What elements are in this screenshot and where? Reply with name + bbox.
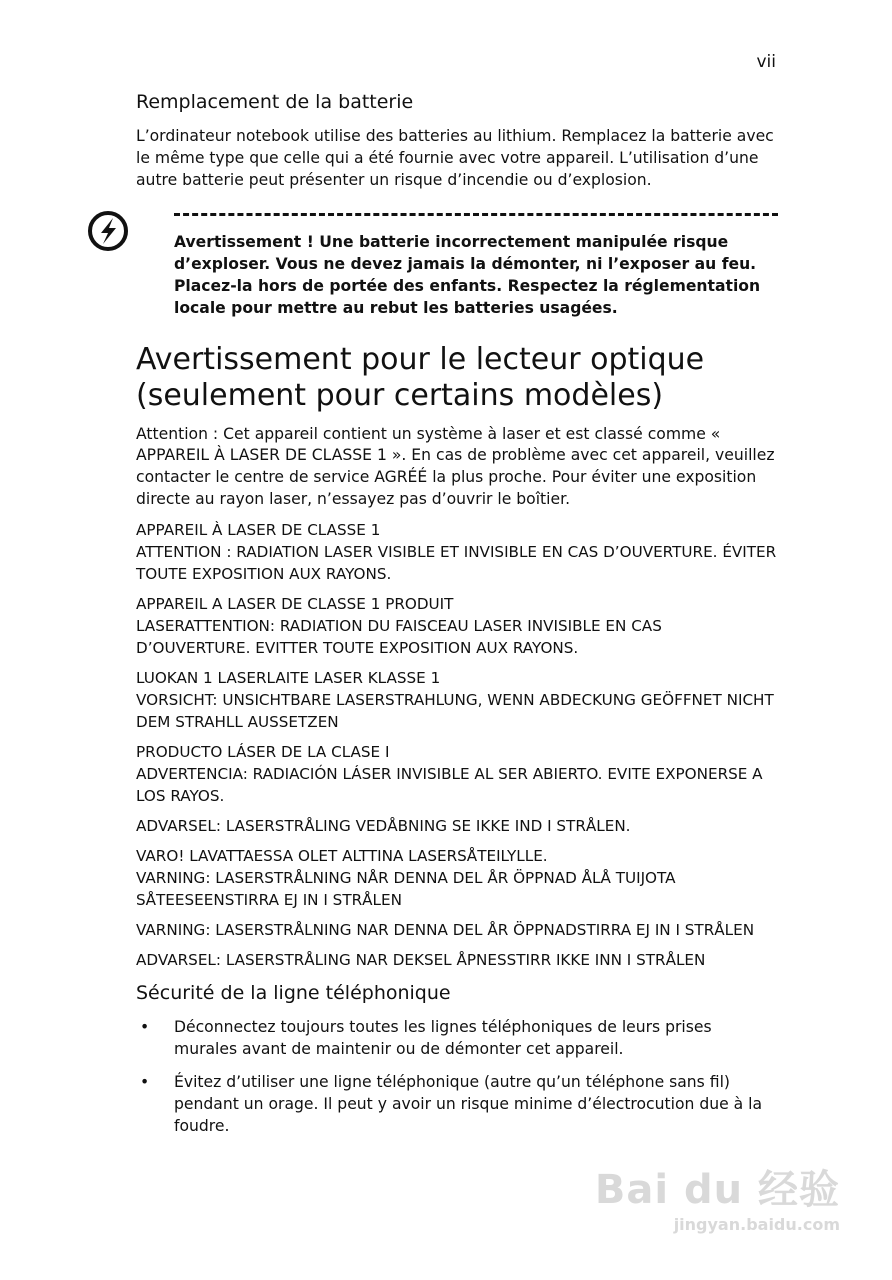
- laser-notice-line: ATTENTION : RADIATION LASER VISIBLE ET INVISIBLE EN CAS D’OUVERTURE. ÉVITER TOUTE EXPOSITION AUX RAYONS.: [136, 542, 777, 583]
- laser-notice-line: LUOKAN 1 LASERLAITE LASER KLASSE 1: [136, 668, 441, 687]
- laser-notice-line: APPAREIL À LASER DE CLASSE 1: [136, 520, 381, 539]
- laser-notices: [136, 519, 778, 971]
- laser-notice-line: ADVARSEL: LASERSTRÅLING VEDÅBNING SE IKKE IND I STRÅLEN.: [136, 816, 631, 835]
- laser-notice-line: VARNING: LASERSTRÅLNING NÅR DENNA DEL ÅR ÖPPNAD ÅLÅ TUIJOTA SÅTEESEENSTIRRA EJ IN I STRÅLEN: [136, 868, 676, 909]
- battery-warning-box: [174, 213, 778, 319]
- battery-warning-text: Avertissement ! Une batterie incorrectement manipulée risque d’exploser. Vous ne devez jamais la démonter, ni l’exposer au feu. Placez-la hors de portée des enfants. Respectez la réglementation locale pour mettre au rebut les batteries usagées.: [174, 233, 761, 317]
- watermark-url: jingyan.baidu.com: [673, 1215, 840, 1234]
- battery-section-body: L’ordinateur notebook utilise des batteries au lithium. Remplacez la batterie avec le même type que celle qui a été fournie avec votre appareil. L’utilisation d’une autre batterie peut présenter un risque d’incendie ou d’explosion.: [136, 127, 774, 189]
- phone-section-title: Sécurité de la ligne téléphonique: [136, 981, 451, 1004]
- laser-notice-line: LASERATTENTION: RADIATION DU FAISCEAU LASER INVISIBLE EN CAS D’OUVERTURE. EVITTER TOUTE EXPOSITION AUX RAYONS.: [136, 616, 662, 657]
- list-item: [136, 1072, 778, 1137]
- list-item-text: Déconnectez toujours toutes les lignes téléphoniques de leurs prises murales avant de maintenir ou de démonter cet appareil.: [174, 1017, 712, 1058]
- laser-notice-line: ADVERTENCIA: RADIACIÓN LÁSER INVISIBLE AL SER ABIERTO. EVITE EXPONERSE A LOS RAYOS.: [136, 764, 763, 805]
- laser-notice: [136, 919, 778, 941]
- optical-title-line1: Avertissement pour le lecteur optique: [136, 341, 705, 377]
- laser-notice-line: VARNING: LASERSTRÅLNING NAR DENNA DEL ÅR ÖPPNADSTIRRA EJ IN I STRÅLEN: [136, 920, 755, 939]
- page-content: [136, 88, 778, 1150]
- laser-notice: [136, 667, 778, 733]
- optical-section-title: [136, 342, 778, 414]
- watermark-logo: Bai du 经验: [594, 1167, 840, 1213]
- optical-title-line2: (seulement pour certains modèles): [136, 377, 664, 413]
- laser-notice: [136, 519, 778, 585]
- laser-notice-line: VARO! LAVATTAESSA OLET ALTTINA LASERSÅTEILYLLE.: [136, 846, 548, 865]
- laser-notice: [136, 949, 778, 971]
- laser-notice: [136, 593, 778, 659]
- laser-notice-line: ADVARSEL: LASERSTRÅLING NAR DEKSEL ÅPNESSTIRR IKKE INN I STRÅLEN: [136, 950, 706, 969]
- list-item: [136, 1017, 778, 1061]
- laser-notice: [136, 741, 778, 807]
- baidu-watermark: [595, 1158, 840, 1234]
- bullet-icon: •: [140, 1017, 150, 1036]
- page-number: vii: [756, 52, 776, 72]
- phone-safety-list: [136, 1017, 778, 1138]
- laser-notice-line: APPAREIL A LASER DE CLASSE 1 PRODUIT: [136, 594, 454, 613]
- lightning-warning-icon: [86, 209, 130, 253]
- laser-notice-line: VORSICHT: UNSICHTBARE LASERSTRAHLUNG, WENN ABDECKUNG GEÖFFNET NICHT DEM STRAHLL AUSSETZEN: [136, 690, 774, 731]
- battery-section-title: Remplacement de la batterie: [136, 91, 414, 113]
- warning-divider: [174, 213, 778, 216]
- optical-attention: Attention : Cet appareil contient un système à laser et est classé comme « APPAREIL À LASER DE CLASSE 1 ». En cas de problème avec cet appareil, veuillez contacter le centre de service AGRÉÉ la plus proche. Pour éviter une exposition directe au rayon laser, n’essayez pas d’ouvrir le boîtier.: [136, 424, 775, 508]
- bullet-icon: •: [140, 1073, 150, 1092]
- list-item-text: Évitez d’utiliser une ligne téléphonique (autre qu’un téléphone sans fil) pendant un orage. Il peut y avoir un risque minime d’électrocution due à la foudre.: [174, 1073, 763, 1135]
- laser-notice-line: PRODUCTO LÁSER DE LA CLASE I: [136, 742, 390, 761]
- laser-notice: [136, 815, 778, 837]
- laser-notice: [136, 845, 778, 911]
